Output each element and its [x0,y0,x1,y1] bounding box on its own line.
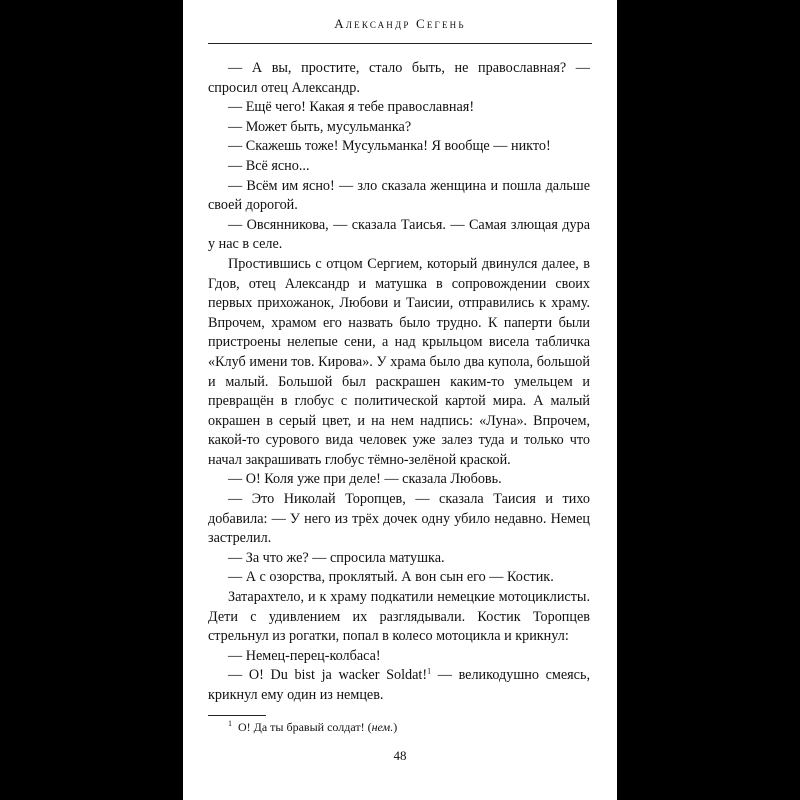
paragraph: — А с озорства, проклятый. А вон сын его — Костик. [228,569,554,586]
footnote-text: О! Да ты бравый солдат! ( [238,720,372,734]
footnote-rule [208,715,266,716]
paragraph: — Это Николай Торопцев, — сказала Таисия и тихо добавила: — У него из трёх дочек одну убило недавно. Немец застрелил. [208,491,590,547]
running-head-author: Александр Сегень [334,16,466,31]
paragraph: — Всём им ясно! — зло сказала женщина и пошла дальше своей дорогой. [208,177,590,214]
paragraph: — Скажешь тоже! Мусульманка! Я вообще — никто! [228,138,551,155]
paragraph: — Овсянникова, — сказала Таисья. — Самая злющая дура у нас в селе. [208,216,590,253]
body-text [208,59,590,706]
paragraph-text: — O! Du bist ja wacker Soldat! [228,667,428,684]
left-black-margin [0,0,183,800]
footnote [228,720,397,735]
book-page [183,0,617,800]
right-black-margin [617,0,800,800]
paragraph: — Всё ясно... [228,157,310,174]
paragraph: — Ещё чего! Какая я тебе православная! [228,99,475,116]
footnote-close: ) [393,720,398,734]
paragraph: — О! Коля уже при деле! — сказала Любовь. [228,471,502,488]
paragraph: — А вы, простите, стало быть, не православная? — спросил отец Александр. [208,60,590,96]
header-rule [208,43,592,44]
page-number: 48 [393,748,407,763]
footnote-language: нем. [371,720,394,734]
footnote-reference[interactable]: 1 [427,666,432,676]
footnote-marker: 1 [228,719,232,728]
paragraph-text: — великодушно смеясь, крикнул ему один из немцев. [208,667,590,703]
paragraph: — Может быть, мусульманка? [228,118,412,135]
paragraph-with-footnote [208,666,590,705]
paragraph: Затарахтело, и к храму подкатили немецкие мотоциклисты. Дети с удивлением их разглядывали. Костик Торопцев стрельнул из рогатки, попал в колесо мотоцикла и крикнул: [208,589,590,645]
paragraph: — Немец-перец-колбаса! [228,647,381,664]
paragraph: Простившись с отцом Сергием, который двинулся далее, в Гдов, отец Александр и матушка в сопровождении своих первых прихожанок, Любови и Таисии, отправились к храму. Впрочем, храмом его назвать было трудно. К паперти были пристроены нелепые сени, а над крыльцом висела табличка «Клуб имени тов. Кирова». У храма было два купола, большой и малый. Большой был раскрашен каким-то умельцем и превращён в глобус с политической картой мира. А малый окрашен в серый цвет, и на нем надпись: «Луна». Впрочем, какой-то сурового вида человек уже залез туда и только что начал закрашивать глобус тёмно-зелёной краской. [208,255,590,468]
paragraph: — За что же? — спросила матушка. [228,549,445,566]
